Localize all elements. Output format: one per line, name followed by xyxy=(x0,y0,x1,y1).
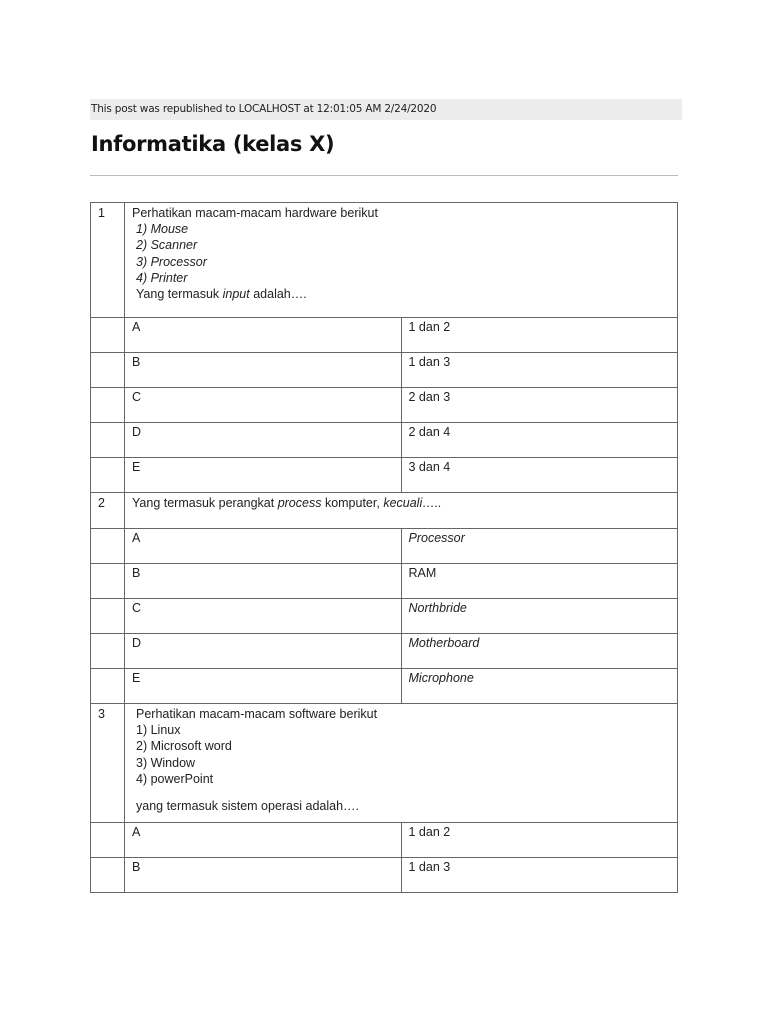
option-letter: A xyxy=(125,318,402,353)
option-row xyxy=(91,669,678,704)
question-intro: Perhatikan macam-macam hardware berikut xyxy=(132,206,378,220)
option-letter: C xyxy=(125,388,402,423)
option-text: 1 dan 3 xyxy=(401,353,678,388)
question-row xyxy=(91,493,678,529)
question-number: 2 xyxy=(91,493,125,529)
option-letter: B xyxy=(125,564,402,599)
option-text: Northbride xyxy=(401,599,678,634)
page-title: Informatika (kelas X) xyxy=(91,132,335,156)
question-text xyxy=(125,704,678,823)
option-text: 2 dan 4 xyxy=(401,423,678,458)
quiz-table xyxy=(90,202,678,893)
option-row xyxy=(91,423,678,458)
option-text: 2 dan 3 xyxy=(401,388,678,423)
list-item: 1) Linux xyxy=(136,723,181,738)
question-prompt: yang termasuk sistem operasi adalah…. xyxy=(136,799,360,814)
option-letter: E xyxy=(125,669,402,704)
option-text: 1 dan 2 xyxy=(401,318,678,353)
list-item: 4) powerPoint xyxy=(136,771,214,786)
question-text xyxy=(125,203,678,318)
option-letter: B xyxy=(125,858,402,893)
option-letter: D xyxy=(125,634,402,669)
list-item: 2) Microsoft word xyxy=(136,739,232,754)
option-row xyxy=(91,599,678,634)
option-row xyxy=(91,458,678,493)
question-prompt: Yang termasuk input adalah…. xyxy=(136,287,307,302)
option-letter: A xyxy=(125,823,402,858)
option-letter: C xyxy=(125,599,402,634)
option-text: Motherboard xyxy=(401,634,678,669)
option-row xyxy=(91,388,678,423)
option-row xyxy=(91,564,678,599)
option-text: RAM xyxy=(401,564,678,599)
question-number: 3 xyxy=(91,704,125,823)
option-text: Microphone xyxy=(401,669,678,704)
question-prompt: Yang termasuk perangkat process komputer, kecuali….. xyxy=(132,496,442,510)
list-item: 1) Mouse xyxy=(136,222,189,237)
option-row xyxy=(91,318,678,353)
question-intro: Perhatikan macam-macam software berikut xyxy=(136,707,378,721)
question-number: 1 xyxy=(91,203,125,318)
option-row xyxy=(91,858,678,893)
republish-banner: This post was republished to LOCALHOST at 12:01:05 AM 2/24/2020 xyxy=(90,99,682,120)
option-letter: D xyxy=(125,423,402,458)
list-item: 4) Printer xyxy=(136,270,188,285)
option-text: 1 dan 3 xyxy=(401,858,678,893)
title-divider xyxy=(90,175,678,176)
list-item: 3) Processor xyxy=(136,254,207,269)
option-text: 1 dan 2 xyxy=(401,823,678,858)
list-item: 3) Window xyxy=(136,755,196,770)
question-row xyxy=(91,203,678,318)
option-row xyxy=(91,529,678,564)
option-text: 3 dan 4 xyxy=(401,458,678,493)
option-text: Processor xyxy=(401,529,678,564)
option-letter: E xyxy=(125,458,402,493)
list-item: 2) Scanner xyxy=(136,238,198,253)
question-row xyxy=(91,704,678,823)
question-text xyxy=(125,493,678,529)
option-row xyxy=(91,353,678,388)
option-row xyxy=(91,634,678,669)
option-letter: A xyxy=(125,529,402,564)
option-letter: B xyxy=(125,353,402,388)
option-row xyxy=(91,823,678,858)
